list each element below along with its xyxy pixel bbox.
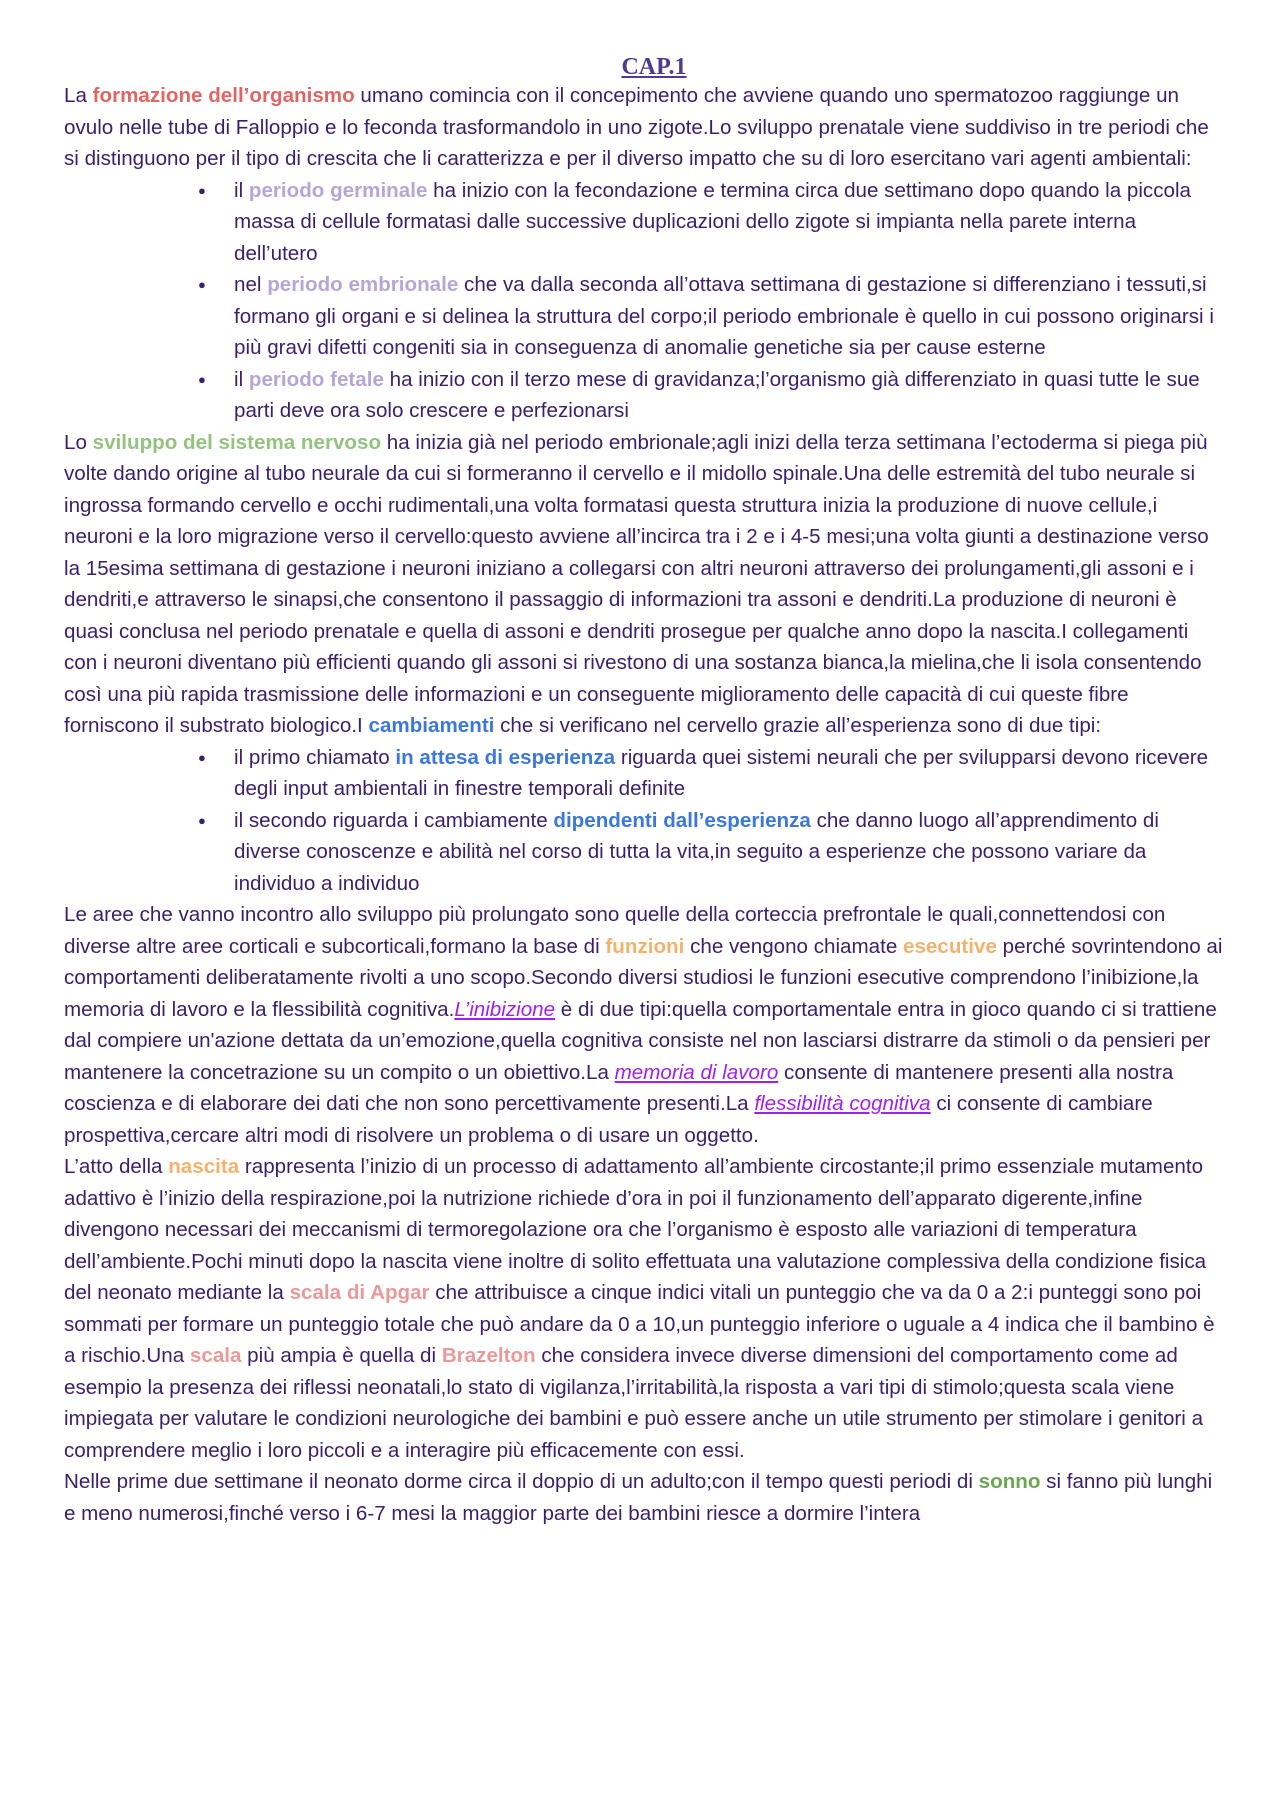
term-link-inhibition[interactable]: L’inibizione [454,997,556,1021]
highlight-term: periodo fetale [248,367,384,391]
paragraph-formation: La formazione dell’organismo umano comincia con il concepimento che avviene quando uno spermatozoo raggiunge un ovulo nelle tube di Falloppio e lo feconda trasformandolo in uno zigote.Lo sviluppo prenatale viene suddiviso in tre periodi che si distinguono per il tipo di crescita che li caratterizza e per il diverso impatto che su di loro esercitano vari agenti ambientali: [64,84,1209,170]
highlight-term: formazione dell’organismo [92,84,355,107]
paragraph-sleep: Nelle prime due settimane il neonato dorme circa il doppio di un adulto;con il tempo questi periodi di sonno si fanno più lunghi e meno numerosi,finché verso i 6-7 mesi la maggior parte dei bambini riesce a dormire l’intera [64,1470,1213,1525]
term-link-cognitive-flexibility[interactable]: flessibilità cognitiva [754,1092,931,1115]
term-link-working-memory[interactable]: memoria di lavoro [614,1060,779,1084]
highlight-term: periodo germinale [248,178,428,202]
list-item: ● il periodo fetale ha inizio con il terzo mese di gravidanza;l’organismo già differenziato in quasi tutte le sue parti deve ora solo crescere e perfezionarsi [234,364,1224,427]
highlight-term: esecutive [903,934,997,958]
paragraph-birth: L’atto della nascita rappresenta l’inizio di un processo di adattamento all’ambiente circostante;il primo essenziale mutamento adattivo è l’inizio della respirazione,poi la nutrizione richiede d’ora in poi il funzionamento dell’apparato digerente,infine divengono necessari dei meccanismi di termoregolazione ora che l’organismo è esposto alle variazioni di temperatura dell’ambiente.Pochi minuti dopo la nascita viene inoltre di solito effettuata una valutazione complessiva della condizione fisica del neonato mediante la scala di Apgar che attribuisce a cinque indici vitali un punteggio che va da 0 a 2:i punteggi sono poi sommati per formare un punteggio totale che può andare da 0 a 10,un punteggio inferiore o uguale a 4 indica che il bambino è a rischio.Una scala più ampia è quella di Brazelton che considera invece diverse dimensioni del comportamento come ad esempio la presenza dei riflessi neonatali,lo stato di vigilanza,l’irritabilità,la risposta a vari tipi di stimolo;questa scala viene impiegata per valutare le condizioni neurologiche dei bambini e può essere anche un utile strumento per stimolare i genitori a comprendere meglio i loro piccoli e a interagire più efficacemente con essi. [64,1155,1215,1462]
chapter-title: CAP.1 [621,54,687,80]
highlight-term: in attesa di esperienza [395,745,616,769]
highlight-term: scala [189,1344,242,1367]
highlight-term: dipendenti dall’esperienza [553,808,811,832]
highlight-term: Brazelton [441,1344,536,1367]
list-item: ● nel periodo embrionale che va dalla seconda all’ottava settimana di gestazione si differenziano i tessuti,si formano gli organi e si delinea la struttura del corpo;il periodo embrionale è quello in cui possono originarsi i più gravi difetti congeniti sia in conseguenza di anomalie genetiche sia per cause esterne [234,269,1224,364]
brain-changes-list [64,742,1224,900]
highlight-term: scala di Apgar [289,1281,430,1304]
highlight-term: periodo embrionale [267,273,459,296]
list-item: ● il secondo riguarda i cambiamente dipendenti dall’esperienza che danno luogo all’apprendimento di diverse conoscenze e abilità nel corso di tutta la vita,in seguito a esperienze che possono variare da individuo a individuo [234,805,1224,900]
paragraph-executive-functions: Le aree che vanno incontro allo sviluppo più prolungato sono quelle della corteccia prefrontale le quali,connettendosi con diverse altre aree corticali e subcorticali,formano la base di funzioni che vengono chiamate esecutive perché sovrintendono ai comportamenti deliberatamente rivolti a uno scopo.Secondo diversi studiosi le funzioni esecutive comprendono l’inibizione,la memoria di lavoro e la flessibilità cognitiva.L’inibizione è di due tipi:quella comportamentale entra in gioco quando ci si trattiene dal compiere un'azione dettata da un’emozione,quella cognitiva consiste nel non lasciarsi distrarre da stimoli o da pensieri per mantenere la concetrazione su un compito o un obiettivo.La memoria di lavoro consente di mantenere presenti alla nostra coscienza e di elaborare dei dati che non sono percettivamente presenti.La flessibilità cognitiva ci consente di cambiare prospettiva,cercare altri modi di risolvere un problema o di usare un oggetto. [64,903,1223,1147]
highlight-term: funzioni [605,934,685,958]
prenatal-periods-list [64,175,1224,427]
paragraph-nervous-system: Lo sviluppo del sistema nervoso ha inizia già nel periodo embrionale;agli inizi della terza settimana l’ectoderma si piega più volte dando origine al tubo neurale da cui si formeranno il cervello e il midollo spinale.Una delle estremità del tubo neurale si ingrossa formando cervello e occhi rudimentali,una volta formatasi questa struttura inizia la produzione di nuove cellule,i neuroni e la loro migrazione verso il cervello:questo avviene all’incirca tra i 2 e i 4-5 mesi;una volta giunti a destinazione verso la 15esima settimana di gestazione i neuroni iniziano a collegarsi con altri neuroni attraverso dei prolungamenti,gli assoni e i dendriti,e attraverso le sinapsi,che consentono il passaggio di informazioni tra assoni e dendriti.La produzione di neuroni è quasi conclusa nel periodo prenatale e quella di assoni e dendriti prosegue per qualche anno dopo la nascita.I collegamenti con i neuroni diventano più efficienti quando gli assoni si rivestono di una sostanza bianca,la mielina,che li isola consentendo così una più rapida trasmissione delle informazioni e un conseguente miglioramento delle capacità di cui queste fibre forniscono il substrato biologico.I cambiamenti che si verificano nel cervello grazie all’esperienza sono di due tipi: [64,430,1209,737]
highlight-term: nascita [168,1155,240,1178]
list-item: ● il periodo germinale ha inizio con la fecondazione e termina circa due settimano dopo quando la piccola massa di cellule formatasi dalle successive duplicazioni dello zigote si impianta nella parete interna dell’utero [234,175,1224,270]
highlight-term: sonno [978,1470,1041,1493]
highlight-term: sviluppo del sistema nervoso [92,430,382,454]
highlight-term: cambiamenti [368,714,495,737]
list-item: ● il primo chiamato in attesa di esperienza riguarda quei sistemi neurali che per svilupparsi devono ricevere degli input ambientali in finestre temporali definite [234,742,1224,805]
